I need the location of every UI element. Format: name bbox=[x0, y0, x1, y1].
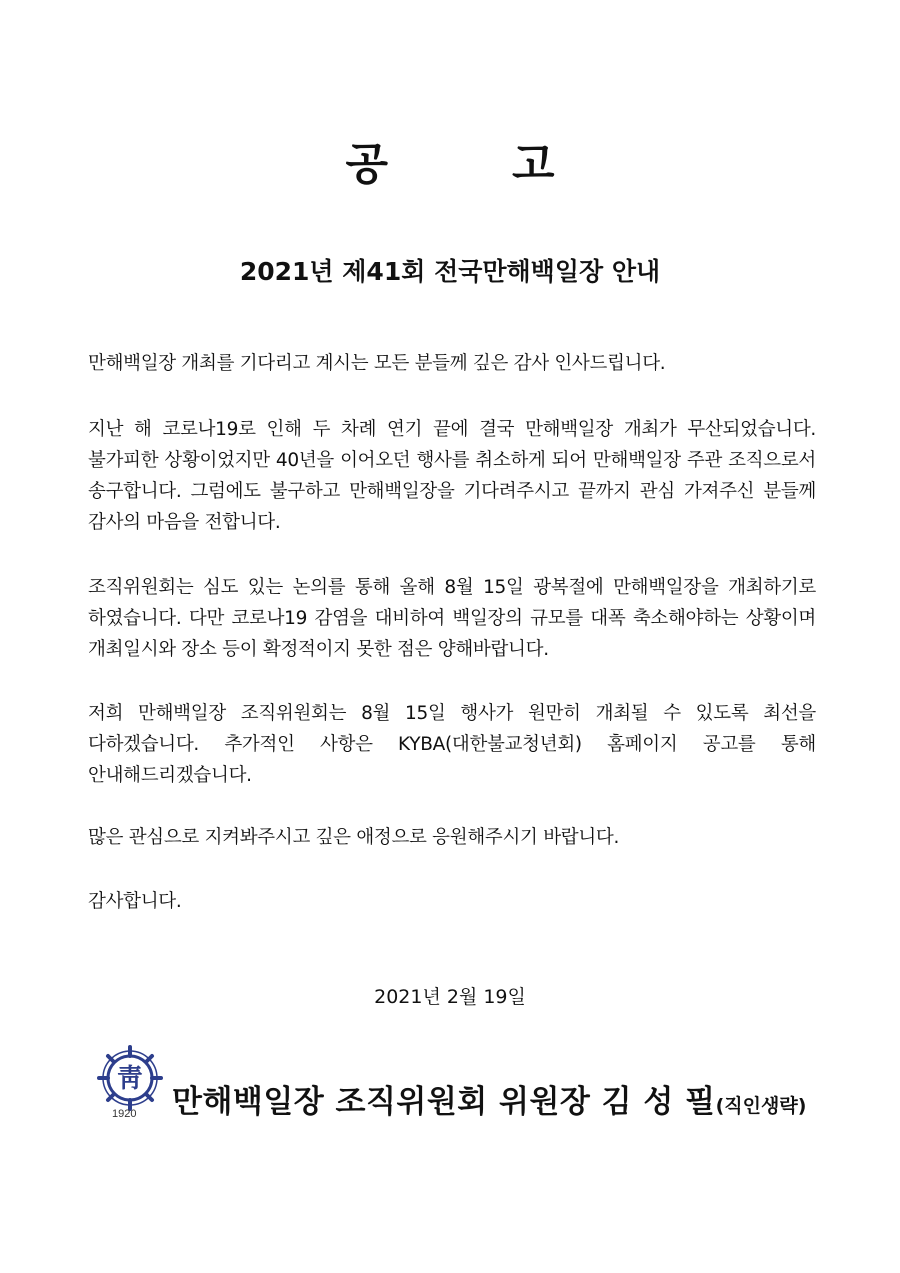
title-char-1: 공 bbox=[345, 139, 388, 190]
seal-omitted-note: (직인생략) bbox=[715, 1095, 807, 1117]
paragraph-decision: 조직위원회는 심도 있는 논의를 통해 올해 8월 15일 광복절에 만해백일장을 개최하기로 하였습니다. 다만 코로나19 감염을 대비하여 백일장의 규모를 대폭 축소해야하는 상황이며 개최일시와 장소 등이 확정적이지 못한 점은 양해바랍니다. bbox=[88, 577, 816, 660]
paragraph-greeting: 만해백일장 개최를 기다리고 계시는 모든 분들께 깊은 감사 인사드립니다. bbox=[88, 353, 666, 374]
seal-year: 1920 bbox=[112, 1108, 137, 1120]
signature-line bbox=[172, 1076, 832, 1121]
paragraph-cancellation: 지난 해 코로나19로 인해 두 차례 연기 끝에 결국 만해백일장 개최가 무산되었습니다. 불가피한 상황이었지만 40년을 이어오던 행사를 취소하게 되어 만해백일장 주관 조직으로서 송구합니다. 그럼에도 불구하고 만해백일장을 기다려주시고 끝까지 관심 가져주신 분들께 감사의 마음을 전합니다. bbox=[88, 419, 816, 533]
paragraph-request: 많은 관심으로 지켜봐주시고 깊은 애정으로 응원해주시기 바랍니다. bbox=[88, 827, 620, 848]
page-title bbox=[0, 128, 900, 192]
signatory-name: 만해백일장 조직위원회 위원장 김 성 필 bbox=[172, 1084, 716, 1120]
notice-date: 2021년 2월 19일 bbox=[374, 986, 526, 1008]
paragraph-commitment: 저희 만해백일장 조직위원회는 8월 15일 행사가 원만히 개최될 수 있도록 최선을 다하겠습니다. 추가적인 사항은 KYBA(대한불교청년회) 홈페이지 공고를 통해 안내해드리겠습니다. bbox=[88, 703, 816, 786]
paragraph-thanks: 감사합니다. bbox=[88, 891, 182, 912]
document-subtitle: 2021년 제41회 전국만해백일장 안내 bbox=[239, 257, 661, 286]
title-char-2: 고 bbox=[512, 139, 555, 190]
seal-glyph: 靑 bbox=[116, 1064, 144, 1094]
